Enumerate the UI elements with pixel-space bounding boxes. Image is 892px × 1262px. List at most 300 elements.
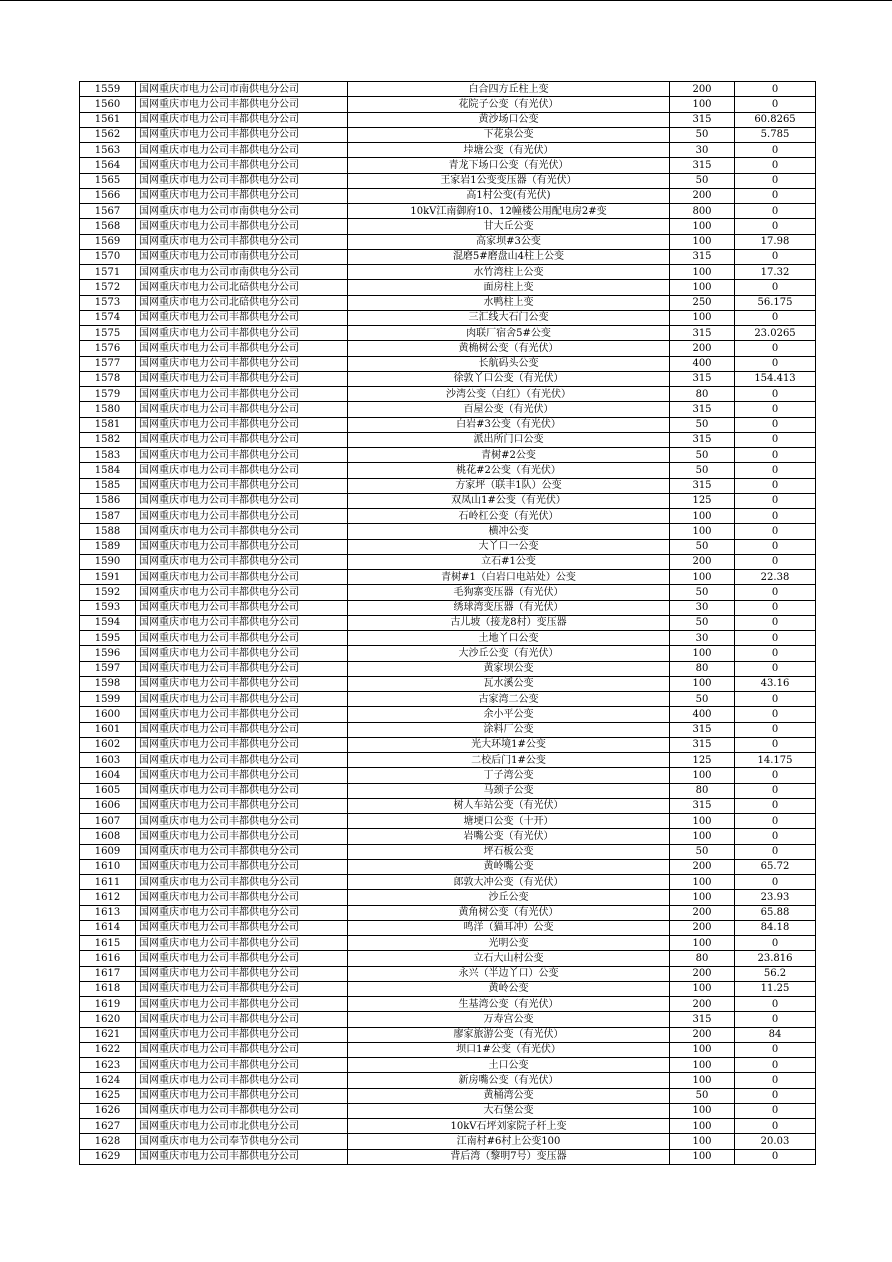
value-cell: 11.25	[735, 981, 816, 996]
value-cell: 0	[735, 387, 816, 402]
value-cell: 14.175	[735, 753, 816, 768]
transformer-name-cell: 黄沙场口公变	[348, 112, 670, 127]
company-cell: 国网重庆市电力公司丰都供电分公司	[136, 127, 348, 142]
capacity-cell: 315	[670, 249, 735, 264]
value-cell: 0	[735, 1088, 816, 1103]
company-cell: 国网重庆市电力公司丰都供电分公司	[136, 722, 348, 737]
table-row	[80, 478, 816, 493]
company-cell: 国网重庆市电力公司丰都供电分公司	[136, 646, 348, 661]
table-row	[80, 97, 816, 112]
capacity-cell: 50	[670, 585, 735, 600]
table-row	[80, 1012, 816, 1027]
transformer-name-cell: 长航码头公变	[348, 356, 670, 371]
value-cell: 0	[735, 493, 816, 508]
table-row	[80, 112, 816, 127]
row-number-cell: 1573	[80, 295, 136, 310]
table-row	[80, 143, 816, 158]
transformer-name-cell: 高1村公变(有光伏)	[348, 188, 670, 203]
row-number-cell: 1629	[80, 1149, 136, 1164]
table-row	[80, 310, 816, 325]
capacity-cell: 100	[670, 280, 735, 295]
table-row	[80, 585, 816, 600]
capacity-cell: 315	[670, 371, 735, 386]
table-row	[80, 707, 816, 722]
value-cell: 0	[735, 997, 816, 1012]
value-cell: 23.93	[735, 890, 816, 905]
transformer-name-cell: 徐敦丫口公变（有光伏）	[348, 371, 670, 386]
value-cell: 0	[735, 585, 816, 600]
value-cell: 84	[735, 1027, 816, 1042]
company-cell: 国网重庆市电力公司市南供电分公司	[136, 204, 348, 219]
company-cell: 国网重庆市电力公司丰都供电分公司	[136, 814, 348, 829]
table-row	[80, 951, 816, 966]
row-number-cell: 1606	[80, 798, 136, 813]
row-number-cell: 1601	[80, 722, 136, 737]
table-row	[80, 966, 816, 981]
capacity-cell: 315	[670, 158, 735, 173]
table-row	[80, 387, 816, 402]
company-cell: 国网重庆市电力公司奉节供电分公司	[136, 1134, 348, 1149]
table-row	[80, 402, 816, 417]
table-row	[80, 1027, 816, 1042]
table-row	[80, 783, 816, 798]
value-cell: 84.18	[735, 920, 816, 935]
capacity-cell: 50	[670, 463, 735, 478]
row-number-cell: 1613	[80, 905, 136, 920]
company-cell: 国网重庆市电力公司丰都供电分公司	[136, 875, 348, 890]
transformer-name-cell: 横冲公变	[348, 524, 670, 539]
row-number-cell: 1605	[80, 783, 136, 798]
table-row	[80, 417, 816, 432]
capacity-cell: 50	[670, 539, 735, 554]
row-number-cell: 1608	[80, 829, 136, 844]
value-cell: 0	[735, 539, 816, 554]
table-row	[80, 448, 816, 463]
company-cell: 国网重庆市电力公司丰都供电分公司	[136, 798, 348, 813]
value-cell: 0	[735, 707, 816, 722]
transformer-name-cell: 黄桶湾公变	[348, 1088, 670, 1103]
transformer-name-cell: 沙湾公变（白红）（有光伏）	[348, 387, 670, 402]
transformer-name-cell: 面房柱上变	[348, 280, 670, 295]
company-cell: 国网重庆市电力公司市南供电分公司	[136, 265, 348, 280]
transformer-name-cell: 垰塘公变（有光伏）	[348, 143, 670, 158]
row-number-cell: 1562	[80, 127, 136, 142]
value-cell: 0	[735, 478, 816, 493]
capacity-cell: 30	[670, 631, 735, 646]
row-number-cell: 1582	[80, 432, 136, 447]
company-cell: 国网重庆市电力公司市南供电分公司	[136, 82, 348, 97]
transformer-name-cell: 立石#1公变	[348, 554, 670, 569]
table-row	[80, 600, 816, 615]
row-number-cell: 1560	[80, 97, 136, 112]
row-number-cell: 1577	[80, 356, 136, 371]
row-number-cell: 1615	[80, 936, 136, 951]
table-row	[80, 905, 816, 920]
transformer-name-cell: 黄角树公变（有光伏）	[348, 905, 670, 920]
transformer-capacity-table	[79, 81, 816, 1165]
table-row	[80, 692, 816, 707]
company-cell: 国网重庆市电力公司丰都供电分公司	[136, 920, 348, 935]
transformer-name-cell: 二校后门1#公变	[348, 753, 670, 768]
transformer-name-cell: 方家坪（联丰1队）公变	[348, 478, 670, 493]
transformer-name-cell: 甘大丘公变	[348, 219, 670, 234]
row-number-cell: 1592	[80, 585, 136, 600]
capacity-cell: 100	[670, 768, 735, 783]
value-cell: 0	[735, 646, 816, 661]
capacity-cell: 50	[670, 417, 735, 432]
table-row	[80, 188, 816, 203]
row-number-cell: 1603	[80, 753, 136, 768]
value-cell: 0	[735, 356, 816, 371]
capacity-cell: 80	[670, 951, 735, 966]
transformer-name-cell: 郎敦大冲公变（有光伏）	[348, 875, 670, 890]
row-number-cell: 1570	[80, 249, 136, 264]
value-cell: 0	[735, 692, 816, 707]
table-row	[80, 646, 816, 661]
table-row	[80, 920, 816, 935]
transformer-name-cell: 土口公变	[348, 1058, 670, 1073]
capacity-cell: 100	[670, 524, 735, 539]
company-cell: 国网重庆市电力公司丰都供电分公司	[136, 783, 348, 798]
company-cell: 国网重庆市电力公司丰都供电分公司	[136, 1012, 348, 1027]
table-row	[80, 249, 816, 264]
value-cell: 0	[735, 1073, 816, 1088]
company-cell: 国网重庆市电力公司丰都供电分公司	[136, 570, 348, 585]
table-row	[80, 737, 816, 752]
row-number-cell: 1604	[80, 768, 136, 783]
row-number-cell: 1614	[80, 920, 136, 935]
row-number-cell: 1598	[80, 676, 136, 691]
value-cell: 60.8265	[735, 112, 816, 127]
value-cell: 0	[735, 82, 816, 97]
transformer-name-cell: 黄岭公变	[348, 981, 670, 996]
capacity-cell: 125	[670, 493, 735, 508]
table-row	[80, 676, 816, 691]
row-number-cell: 1589	[80, 539, 136, 554]
company-cell: 国网重庆市电力公司丰都供电分公司	[136, 1149, 348, 1164]
value-cell: 5.785	[735, 127, 816, 142]
company-cell: 国网重庆市电力公司丰都供电分公司	[136, 417, 348, 432]
table-row	[80, 509, 816, 524]
transformer-name-cell: 坝口1#公变（有光伏）	[348, 1042, 670, 1057]
company-cell: 国网重庆市电力公司丰都供电分公司	[136, 310, 348, 325]
capacity-cell: 100	[670, 509, 735, 524]
value-cell: 154.413	[735, 371, 816, 386]
table-row	[80, 768, 816, 783]
table-row	[80, 295, 816, 310]
capacity-cell: 100	[670, 814, 735, 829]
transformer-name-cell: 生基湾公变（有光伏）	[348, 997, 670, 1012]
company-cell: 国网重庆市电力公司丰都供电分公司	[136, 890, 348, 905]
capacity-cell: 200	[670, 554, 735, 569]
capacity-cell: 100	[670, 570, 735, 585]
company-cell: 国网重庆市电力公司丰都供电分公司	[136, 448, 348, 463]
table-row	[80, 341, 816, 356]
transformer-name-cell: 马颈子公变	[348, 783, 670, 798]
row-number-cell: 1602	[80, 737, 136, 752]
company-cell: 国网重庆市电力公司丰都供电分公司	[136, 173, 348, 188]
company-cell: 国网重庆市电力公司北碚供电分公司	[136, 280, 348, 295]
row-number-cell: 1588	[80, 524, 136, 539]
value-cell: 0	[735, 524, 816, 539]
value-cell: 0	[735, 936, 816, 951]
row-number-cell: 1624	[80, 1073, 136, 1088]
capacity-cell: 30	[670, 600, 735, 615]
transformer-name-cell: 黄家坝公变	[348, 661, 670, 676]
row-number-cell: 1607	[80, 814, 136, 829]
value-cell: 65.72	[735, 859, 816, 874]
capacity-cell: 50	[670, 127, 735, 142]
row-number-cell: 1625	[80, 1088, 136, 1103]
transformer-name-cell: 青树#2公变	[348, 448, 670, 463]
capacity-cell: 100	[670, 234, 735, 249]
value-cell: 0	[735, 1012, 816, 1027]
company-cell: 国网重庆市电力公司丰都供电分公司	[136, 524, 348, 539]
capacity-cell: 200	[670, 188, 735, 203]
value-cell: 0	[735, 768, 816, 783]
value-cell: 0	[735, 463, 816, 478]
transformer-name-cell: 光大环境1#公变	[348, 737, 670, 752]
company-cell: 国网重庆市电力公司丰都供电分公司	[136, 219, 348, 234]
capacity-cell: 315	[670, 326, 735, 341]
transformer-name-cell: 三汇线大石门公变	[348, 310, 670, 325]
company-cell: 国网重庆市电力公司丰都供电分公司	[136, 478, 348, 493]
capacity-cell: 100	[670, 1103, 735, 1118]
company-cell: 国网重庆市电力公司丰都供电分公司	[136, 402, 348, 417]
transformer-name-cell: 10kV江南御府10、12幢楼公用配电房2#变	[348, 204, 670, 219]
row-number-cell: 1595	[80, 631, 136, 646]
table-row	[80, 981, 816, 996]
table-row	[80, 844, 816, 859]
row-number-cell: 1587	[80, 509, 136, 524]
table-row	[80, 1042, 816, 1057]
capacity-cell: 100	[670, 676, 735, 691]
value-cell: 0	[735, 1103, 816, 1118]
table-row	[80, 432, 816, 447]
table-row	[80, 631, 816, 646]
company-cell: 国网重庆市电力公司丰都供电分公司	[136, 432, 348, 447]
table-row	[80, 859, 816, 874]
capacity-cell: 315	[670, 112, 735, 127]
transformer-name-cell: 新房嘴公变（有光伏）	[348, 1073, 670, 1088]
capacity-cell: 315	[670, 1012, 735, 1027]
table-row	[80, 661, 816, 676]
value-cell: 0	[735, 158, 816, 173]
transformer-name-cell: 廖家旅游公变（有光伏）	[348, 1027, 670, 1042]
row-number-cell: 1596	[80, 646, 136, 661]
transformer-name-cell: 10kV石坪刘家院子杆上变	[348, 1119, 670, 1134]
value-cell: 0	[735, 1119, 816, 1134]
value-cell: 0	[735, 188, 816, 203]
table-row	[80, 280, 816, 295]
value-cell: 65.88	[735, 905, 816, 920]
row-number-cell: 1617	[80, 966, 136, 981]
row-number-cell: 1628	[80, 1134, 136, 1149]
transformer-name-cell: 鸣洋（猫耳冲）公变	[348, 920, 670, 935]
table-row	[80, 463, 816, 478]
value-cell: 0	[735, 402, 816, 417]
value-cell: 0	[735, 448, 816, 463]
capacity-cell: 800	[670, 204, 735, 219]
company-cell: 国网重庆市电力公司丰都供电分公司	[136, 387, 348, 402]
company-cell: 国网重庆市电力公司丰都供电分公司	[136, 600, 348, 615]
transformer-name-cell: 下花泉公变	[348, 127, 670, 142]
transformer-name-cell: 桃花#2公变（有光伏）	[348, 463, 670, 478]
transformer-name-cell: 余小平公变	[348, 707, 670, 722]
transformer-name-cell: 瓦水溪公变	[348, 676, 670, 691]
row-number-cell: 1620	[80, 1012, 136, 1027]
capacity-cell: 80	[670, 783, 735, 798]
capacity-cell: 50	[670, 844, 735, 859]
transformer-name-cell: 万寿宫公变	[348, 1012, 670, 1027]
table-row	[80, 875, 816, 890]
transformer-name-cell: 立石大山村公变	[348, 951, 670, 966]
table-row	[80, 539, 816, 554]
row-number-cell: 1569	[80, 234, 136, 249]
capacity-cell: 315	[670, 432, 735, 447]
value-cell: 0	[735, 1042, 816, 1057]
transformer-name-cell: 肉联厂宿舍5#公变	[348, 326, 670, 341]
value-cell: 0	[735, 615, 816, 630]
company-cell: 国网重庆市电力公司丰都供电分公司	[136, 737, 348, 752]
company-cell: 国网重庆市电力公司丰都供电分公司	[136, 188, 348, 203]
capacity-cell: 50	[670, 173, 735, 188]
company-cell: 国网重庆市电力公司丰都供电分公司	[136, 356, 348, 371]
company-cell: 国网重庆市电力公司丰都供电分公司	[136, 326, 348, 341]
row-number-cell: 1612	[80, 890, 136, 905]
value-cell: 0	[735, 1058, 816, 1073]
row-number-cell: 1579	[80, 387, 136, 402]
table-row	[80, 82, 816, 97]
capacity-cell: 100	[670, 646, 735, 661]
table-row	[80, 890, 816, 905]
value-cell: 43.16	[735, 676, 816, 691]
capacity-cell: 200	[670, 1027, 735, 1042]
row-number-cell: 1618	[80, 981, 136, 996]
row-number-cell: 1578	[80, 371, 136, 386]
capacity-cell: 315	[670, 798, 735, 813]
company-cell: 国网重庆市电力公司丰都供电分公司	[136, 829, 348, 844]
transformer-name-cell: 大丫口一公变	[348, 539, 670, 554]
company-cell: 国网重庆市电力公司丰都供电分公司	[136, 676, 348, 691]
row-number-cell: 1594	[80, 615, 136, 630]
value-cell: 23.816	[735, 951, 816, 966]
table-row	[80, 1103, 816, 1118]
table-row	[80, 265, 816, 280]
transformer-name-cell: 青龙下场口公变（有光伏）	[348, 158, 670, 173]
table-row	[80, 814, 816, 829]
row-number-cell: 1565	[80, 173, 136, 188]
company-cell: 国网重庆市电力公司丰都供电分公司	[136, 1073, 348, 1088]
capacity-cell: 100	[670, 1073, 735, 1088]
row-number-cell: 1580	[80, 402, 136, 417]
transformer-name-cell: 青树#1（白岩口电站处）公变	[348, 570, 670, 585]
transformer-name-cell: 水竹湾柱上公变	[348, 265, 670, 280]
table-row	[80, 326, 816, 341]
table-row	[80, 219, 816, 234]
transformer-name-cell: 石岭杠公变（有光伏）	[348, 509, 670, 524]
transformer-name-cell: 王家岩1公变变压器（有光伏）	[348, 173, 670, 188]
table-row	[80, 997, 816, 1012]
transformer-name-cell: 涂料厂公变	[348, 722, 670, 737]
company-cell: 国网重庆市电力公司丰都供电分公司	[136, 463, 348, 478]
capacity-cell: 50	[670, 692, 735, 707]
row-number-cell: 1585	[80, 478, 136, 493]
transformer-name-cell: 黄桷树公变（有光伏）	[348, 341, 670, 356]
capacity-cell: 80	[670, 661, 735, 676]
row-number-cell: 1619	[80, 997, 136, 1012]
capacity-cell: 100	[670, 890, 735, 905]
capacity-cell: 200	[670, 920, 735, 935]
capacity-cell: 100	[670, 1058, 735, 1073]
capacity-cell: 100	[670, 936, 735, 951]
capacity-cell: 100	[670, 829, 735, 844]
row-number-cell: 1586	[80, 493, 136, 508]
row-number-cell: 1593	[80, 600, 136, 615]
row-number-cell: 1600	[80, 707, 136, 722]
row-number-cell: 1599	[80, 692, 136, 707]
row-number-cell: 1567	[80, 204, 136, 219]
value-cell: 0	[735, 600, 816, 615]
company-cell: 国网重庆市电力公司丰都供电分公司	[136, 112, 348, 127]
table-row	[80, 1088, 816, 1103]
table-row	[80, 798, 816, 813]
company-cell: 国网重庆市电力公司丰都供电分公司	[136, 554, 348, 569]
transformer-name-cell: 坪石板公变	[348, 844, 670, 859]
company-cell: 国网重庆市电力公司丰都供电分公司	[136, 859, 348, 874]
transformer-name-cell: 树人车站公变（有光伏）	[348, 798, 670, 813]
row-number-cell: 1564	[80, 158, 136, 173]
transformer-name-cell: 白合四方丘柱上变	[348, 82, 670, 97]
capacity-cell: 100	[670, 1042, 735, 1057]
company-cell: 国网重庆市电力公司丰都供电分公司	[136, 1058, 348, 1073]
company-cell: 国网重庆市电力公司丰都供电分公司	[136, 753, 348, 768]
page-top-rule	[0, 0, 892, 1]
company-cell: 国网重庆市电力公司丰都供电分公司	[136, 493, 348, 508]
value-cell: 0	[735, 97, 816, 112]
value-cell: 17.32	[735, 265, 816, 280]
value-cell: 56.2	[735, 966, 816, 981]
capacity-cell: 200	[670, 905, 735, 920]
company-cell: 国网重庆市电力公司市南供电分公司	[136, 249, 348, 264]
company-cell: 国网重庆市电力公司丰都供电分公司	[136, 158, 348, 173]
company-cell: 国网重庆市电力公司丰都供电分公司	[136, 341, 348, 356]
table-row	[80, 1073, 816, 1088]
company-cell: 国网重庆市电力公司丰都供电分公司	[136, 539, 348, 554]
company-cell: 国网重庆市电力公司丰都供电分公司	[136, 234, 348, 249]
row-number-cell: 1597	[80, 661, 136, 676]
table-row	[80, 356, 816, 371]
row-number-cell: 1559	[80, 82, 136, 97]
transformer-name-cell: 丁子湾公变	[348, 768, 670, 783]
value-cell: 0	[735, 814, 816, 829]
row-number-cell: 1621	[80, 1027, 136, 1042]
table-row	[80, 829, 816, 844]
row-number-cell: 1576	[80, 341, 136, 356]
value-cell: 0	[735, 798, 816, 813]
company-cell: 国网重庆市电力公司丰都供电分公司	[136, 97, 348, 112]
transformer-name-cell: 永兴（半边丫口）公变	[348, 966, 670, 981]
capacity-cell: 100	[670, 1149, 735, 1164]
value-cell: 0	[735, 737, 816, 752]
row-number-cell: 1584	[80, 463, 136, 478]
row-number-cell: 1563	[80, 143, 136, 158]
transformer-name-cell: 白岩#3公变（有光伏）	[348, 417, 670, 432]
transformer-name-cell: 古家湾二公变	[348, 692, 670, 707]
capacity-cell: 100	[670, 310, 735, 325]
company-cell: 国网重庆市电力公司丰都供电分公司	[136, 631, 348, 646]
company-cell: 国网重庆市电力公司北碚供电分公司	[136, 295, 348, 310]
